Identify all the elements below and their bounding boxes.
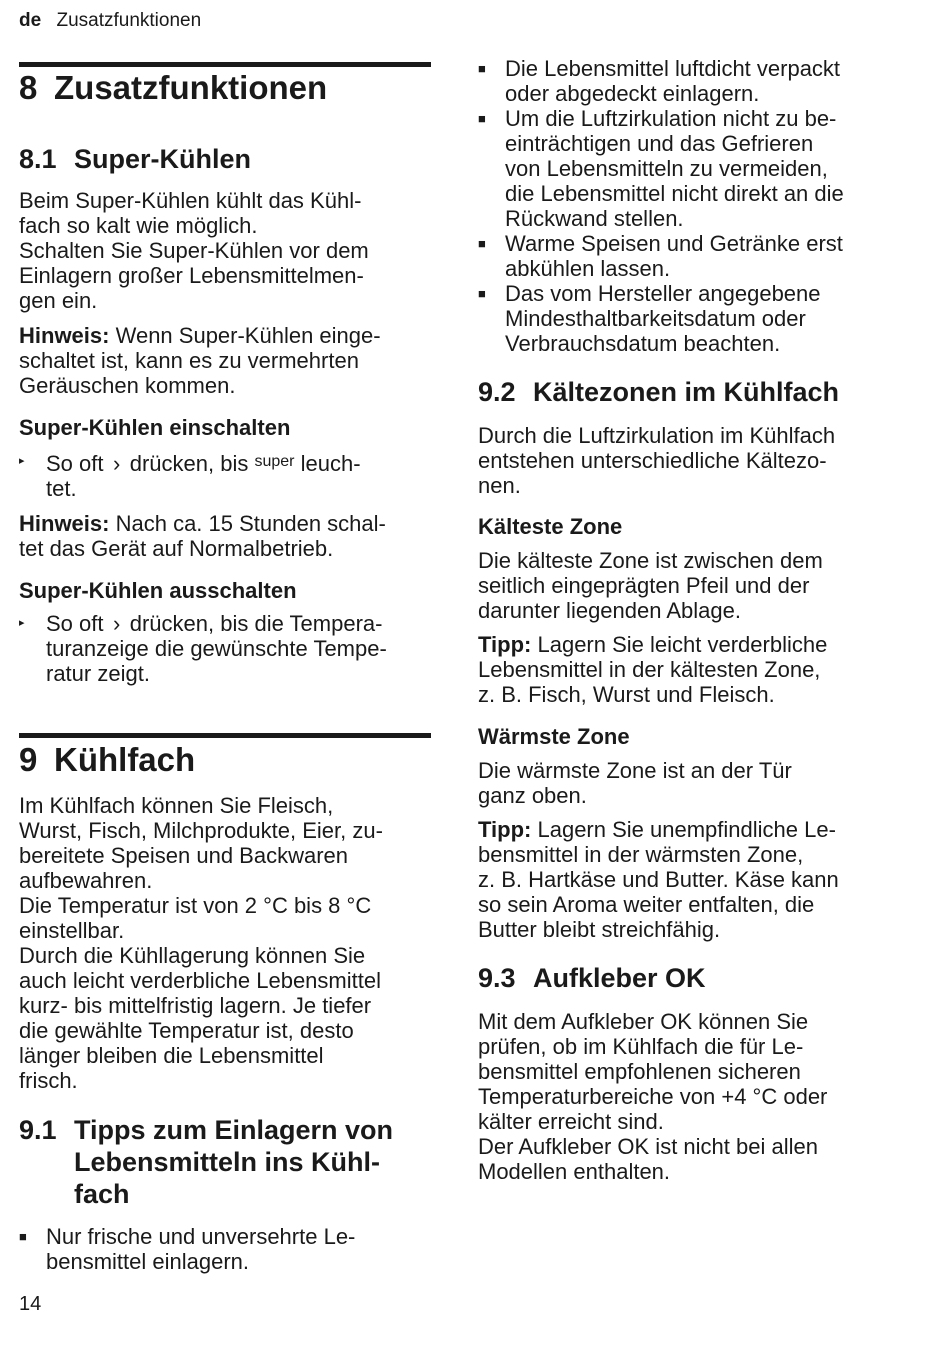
tip-bullet-1: ■ Nur frische und unversehrte Le- bensmittel einlagern. [19,1224,356,1274]
section-9-3-text: Mit dem Aufkleber OK können Sie prüfen, ob im Kühlfach die für Le- bensmittel empfohlenen sicheren Temperaturbereiche von +4 °C oder kälter erreicht sind. Der Aufkleber OK ist nicht bei allen Modellen enthalten. [478,1009,828,1184]
running-header [19,10,201,32]
super-display-label: super [254,453,295,470]
chevron-right-icon: › [112,451,121,476]
chapter-8-rule [19,62,431,67]
section-8-1-hint-1: Hinweis: Wenn Super-Kühlen einge- schaltet ist, kann es zu vermehrten Geräuschen kommen. [19,323,381,398]
chapter-8-heading: 8 Zusatzfunktionen [19,69,328,106]
coldest-zone-heading: Kälteste Zone [478,514,623,539]
coldest-zone-tip: Tipp: Lagern Sie leicht verderbliche Lebensmittel in der kältesten Zone, z. B. Fisch, Wurst und Fleisch. [478,632,828,707]
warmest-zone-text: Die wärmste Zone ist an der Tür ganz oben. [478,758,792,808]
step-triangle-icon: ▸ [19,455,25,467]
tip-bullet-3: ■ Um die Luftzirkulation nicht zu be- einträchtigen und das Gefrieren von Lebensmitteln zu vermeiden, die Lebensmittel nicht direkt an die Rückwand stellen. [478,106,844,231]
square-bullet-icon: ■ [19,1229,27,1244]
language-code: de [19,10,42,31]
square-bullet-icon: ■ [478,236,486,251]
chapter-9-rule [19,733,431,738]
coldest-zone-text: Die kälteste Zone ist zwischen dem seitlich eingeprägten Pfeil und der darunter liegenden Ablage. [478,548,823,623]
section-9-2-intro: Durch die Luftzirkulation im Kühlfach entstehen unterschiedliche Kältezo- nen. [478,423,836,498]
super-cool-on-step: ▸ So oft › drücken, bis $^{super}$ leuch- tet. [19,451,361,501]
page-number: 14 [19,1293,42,1315]
tip-bullet-4: ■ Warme Speisen und Getränke erst abkühlen lassen. [478,231,843,281]
tip-bullet-5: ■ Das vom Hersteller angegebene Mindesthaltbarkeitsdatum oder Verbrauchsdatum beachten. [478,281,821,356]
super-cool-on-heading: Super-Kühlen einschalten [19,415,291,440]
super-cool-off-heading: Super-Kühlen ausschalten [19,578,297,603]
warmest-zone-tip: Tipp: Lagern Sie unempfindliche Le- bensmittel in der wärmsten Zone, z. B. Hartkäse und Butter. Käse kann so sein Aroma weiter entfalten, die Butter bleibt streichfähig. [478,817,839,942]
section-8-1-heading: 8.1 Super-Kühlen [19,144,252,174]
tip-bullet-2: ■ Die Lebensmittel luftdicht verpackt oder abgedeckt einlagern. [478,56,841,106]
section-8-1-intro: Beim Super-Kühlen kühlt das Kühl- fach so kalt wie möglich. Schalten Sie Super-Kühlen vor dem Einlagern großer Lebensmittelmen- gen ein. [19,188,369,313]
chapter-9-intro: Im Kühlfach können Sie Fleisch, Wurst, Fisch, Milchprodukte, Eier, zu- bereitete Speisen und Backwaren aufbewahren. Die Temperatur ist von 2 °C bis 8 °C einstellbar. Durch die Kühllagerung können Sie auch leicht verderbliche Lebensmittel kurz- bis mittelfristig lagern. Je tiefer die gewählte Temperatur ist, desto länger bleiben die Lebensmittel frisch. [19,793,383,1093]
super-cool-off-step: ▸ So oft › drücken, bis die Tempera- turanzeige die gewünschte Tempe- ratur zeigt. [19,611,387,686]
step-triangle-icon: ▸ [19,617,25,629]
section-9-2-heading: 9.2 Kältezonen im Kühlfach [478,377,840,407]
section-9-3-heading: 9.3 Aufkleber OK [478,963,706,993]
square-bullet-icon: ■ [478,286,486,301]
square-bullet-icon: ■ [478,111,486,126]
section-9-1-heading: 9.1 Tipps zum Einlagern von Lebensmitteln ins Kühl- fach [19,1115,394,1209]
chapter-9-heading: 9 Kühlfach [19,741,196,778]
warmest-zone-heading: Wärmste Zone [478,724,630,749]
square-bullet-icon: ■ [478,61,486,76]
section-8-1-hint-2: Hinweis: Nach ca. 15 Stunden schal- tet das Gerät auf Normalbetrieb. [19,511,386,561]
chevron-right-icon: › [112,611,121,636]
running-title: Zusatzfunktionen [56,10,202,31]
